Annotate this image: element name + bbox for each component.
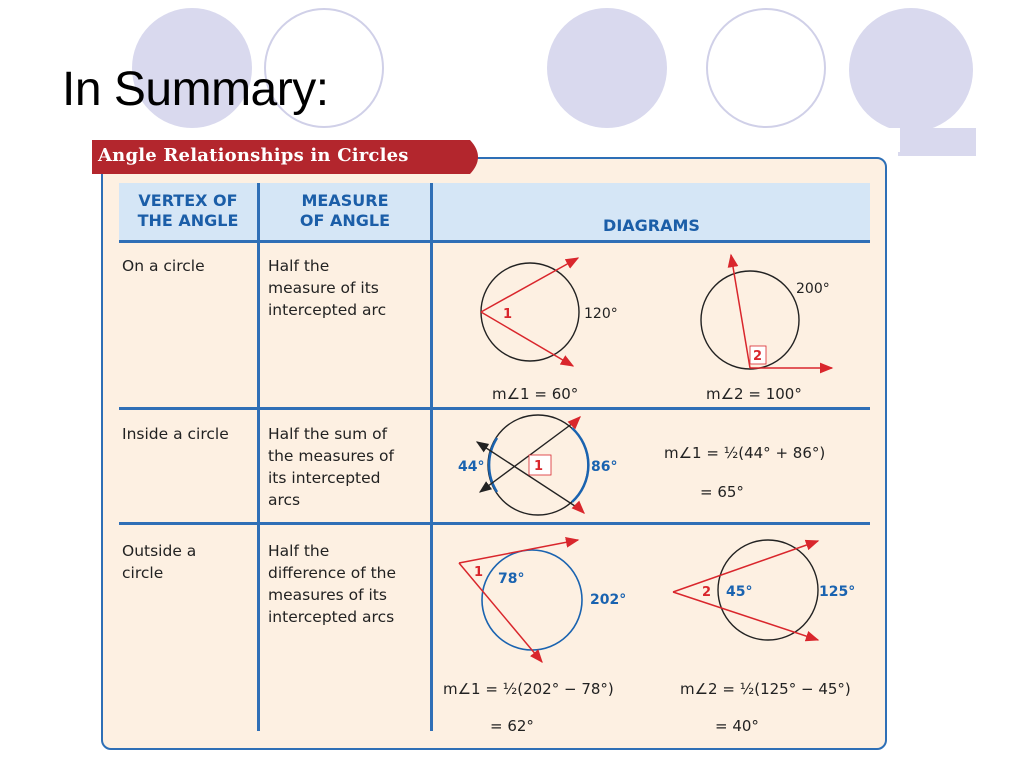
formula-row1-b: m∠2 = 100° bbox=[706, 385, 802, 403]
angle-1-label: 1 bbox=[503, 307, 513, 322]
formula-row1-a: m∠1 = 60° bbox=[492, 385, 579, 403]
arc-44-label: 44° bbox=[458, 459, 485, 475]
arc-120-label: 120° bbox=[584, 306, 618, 322]
formula-row2-line1: m∠1 = ½(44° + 86°) bbox=[664, 444, 826, 462]
slide-title: In Summary: bbox=[62, 63, 329, 116]
header-measure: MEASURE OF ANGLE bbox=[299, 191, 391, 230]
angle-1-label: 1 bbox=[534, 459, 544, 474]
header-diagrams: DIAGRAMS bbox=[603, 216, 700, 235]
diagram-inscribed-angle-1 bbox=[481, 258, 618, 403]
diagram-inscribed-angle-2 bbox=[701, 255, 832, 403]
diagram-exterior-angle-2 bbox=[673, 540, 855, 735]
row3-measure: Half the difference of the measures of its intercepted arcs bbox=[268, 542, 397, 626]
diagram-exterior-angle-1 bbox=[443, 540, 626, 735]
angle-1-label: 1 bbox=[474, 565, 484, 580]
row1-vertex: On a circle bbox=[122, 257, 205, 275]
formula-row3-b-line2: = 40° bbox=[715, 717, 759, 735]
formula-row3-b-line1: m∠2 = ½(125° − 45°) bbox=[680, 680, 851, 698]
arc-86-label: 86° bbox=[591, 459, 618, 475]
row3-vertex: Outside a circle bbox=[122, 542, 197, 582]
formula-row2-line2: = 65° bbox=[700, 483, 744, 501]
arc-200-label: 200° bbox=[796, 281, 830, 297]
angle-2-label: 2 bbox=[753, 349, 763, 364]
row1-measure: Half the measure of its intercepted arc bbox=[268, 257, 387, 319]
arc-45-label: 45° bbox=[726, 584, 753, 600]
arc-202-label: 202° bbox=[590, 592, 627, 608]
row2-measure: Half the sum of the measures of its intercepted arcs bbox=[268, 425, 394, 509]
row2-vertex: Inside a circle bbox=[122, 425, 229, 443]
arc-125-label: 125° bbox=[819, 584, 856, 600]
formula-row3-a-line2: = 62° bbox=[490, 717, 534, 735]
header-vertex: VERTEX OF THE ANGLE bbox=[137, 191, 239, 230]
arc-78-label: 78° bbox=[498, 571, 525, 587]
formula-row3-a-line1: m∠1 = ½(202° − 78°) bbox=[443, 680, 614, 698]
diagram-interior-angle bbox=[458, 415, 825, 515]
angle-2-label: 2 bbox=[702, 585, 712, 600]
table-banner-title: Angle Relationships in Circles bbox=[98, 145, 409, 166]
